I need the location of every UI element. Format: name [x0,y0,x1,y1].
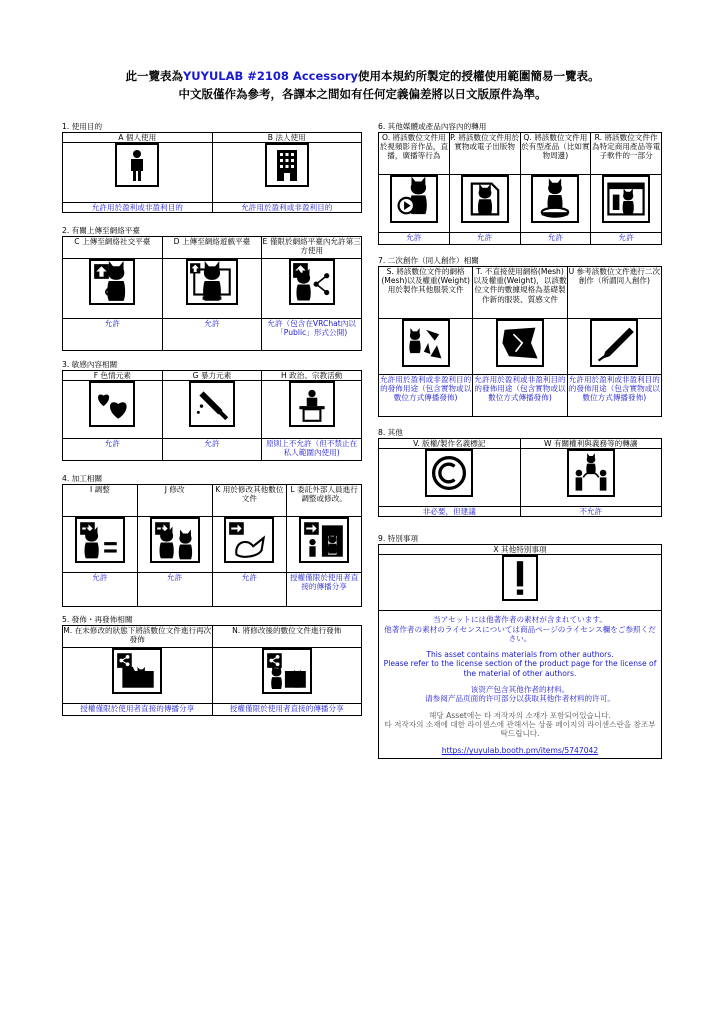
col-head-w: W 有關權利與義務等的轉讓 [520,439,662,449]
section-label: 6. 其他媒體或產品內容內的轉用 [378,122,487,131]
page-subtitle: 中文版僅作為參考，各譯本之間如有任何定義偏差將以日文版原件為準。 [178,87,547,101]
value-j: 允許 [137,573,212,607]
section-label: 3. 敏感內容相關 [62,360,118,369]
col-head-b: B 法人使用 [212,133,362,143]
col-head-f: F 色情元素 [63,371,163,381]
col-head-e: E 僅限於網絡平臺內允許第三方使用 [262,237,362,259]
software-icon [602,175,650,223]
col-head-q: Q. 將該數位文件用於有型產品（比如實物周邊) [520,133,591,175]
share-cat-icon [289,259,335,305]
col-head-u: U 參考該數位文件進行二次創作（所謂同人創作) [567,267,661,319]
publication-icon [461,175,509,223]
value-a: 允許用於盈利或非盈利目的 [63,203,213,213]
building-icon [265,143,309,187]
value-v: 非必要，但建議 [379,507,521,517]
note-kr-2: 타 저작자의 소재에 대한 라이센스에 관해서는 상품 페이지의 라이센스란을 참조부탁드립니다. [384,719,656,739]
figure-icon [531,175,579,223]
redistribute-icon [112,648,162,694]
value-n: 授權僅限於使用者直接的傳播分享 [212,704,362,716]
section-other [378,428,662,517]
section-derivative [378,256,662,417]
note-en-2: Please refer to the license section of the product page for the license of the material of other authors. [383,659,657,678]
col-head-n: N. 將修改後的數位文件進行發佈 [212,626,362,648]
col-head-x: X 其他特別事項 [379,545,662,555]
exclamation-icon [502,555,538,601]
value-g: 允許 [162,439,262,461]
person-icon [115,143,159,187]
section-label: 7. 二次創作（同人創作）相關 [378,256,479,265]
upload-cat-icon [89,259,135,305]
value-i: 允許 [63,573,138,607]
section-special [378,534,662,759]
col-head-l: L 委託外部人員進行調整或修改。 [287,485,362,517]
note-ja-2: 他著作者の素材のライセンスについては商品ページのライセンス欄をご参照ください。 [384,624,656,643]
col-head-s: S. 將該數位文件的網格(Mesh)以及權重(Weight)用於製作其他服裝文件 [379,267,473,319]
section-label: 8. 其他 [378,428,403,437]
value-t: 允許用於盈利或非盈利目的的發佈用途（包含實物或以數位方式傳播發佈) [473,375,567,417]
game-cat-icon [186,259,238,305]
fabric-icon [496,319,544,367]
knife-icon [189,381,235,427]
section-upload [62,226,362,351]
value-e: 允許（包含在VRChat內以「Public」形式公開) [262,319,362,351]
transfer-icon [567,449,615,497]
section-processing [62,474,362,607]
col-head-r: R. 將該數位文件作為特定商用產品等電子軟件的一部分 [591,133,662,175]
note-en-1: This asset contains materials from other authors. [426,650,614,660]
col-head-v: V. 版權/製作名義標記 [379,439,521,449]
value-k: 允許 [212,573,287,607]
video-icon [390,175,438,223]
modify-icon [150,517,200,563]
value-l: 授權僅限於使用者直接的傳播分享 [287,573,362,607]
section-redistribution [62,615,362,716]
col-head-i: I 調整 [63,485,138,517]
product-link[interactable]: https://yuyulab.booth.pm/items/5747042 [441,746,599,756]
section-label: 9. 特別事項 [378,534,419,543]
modify-other-icon [224,517,274,563]
page-title [0,68,725,84]
title-prefix: 此一覽表為 [125,69,183,83]
section-media-use [378,122,662,245]
col-head-a: A 個人使用 [63,133,213,143]
pen-icon [590,319,638,367]
outsource-icon [299,517,349,563]
col-head-j: J 修改 [137,485,212,517]
section-label: 1. 使用目的 [62,122,103,131]
section-sensitive [62,360,362,461]
podium-icon [289,381,335,427]
col-head-c: C 上傳至網絡社交平臺 [63,237,163,259]
copyright-icon [425,449,473,497]
value-r: 允許 [591,233,662,245]
value-s: 允許用於盈利或非盈利目的的發佈用途（包含實物或以數位方式傳播發佈) [379,375,473,417]
col-head-p: P. 將該數位文件用於實物或電子出版物 [449,133,520,175]
title-suffix: 使用本規約所製定的授權使用範圍簡易一覽表。 [358,69,600,83]
redistribute-modified-icon [262,648,312,694]
note-kr-1: 해당 Asset에는 타 저작자의 소재가 포함되어있습니다. [429,710,611,720]
value-p: 允許 [449,233,520,245]
hearts-icon [89,381,135,427]
adjust-icon [75,517,125,563]
note-zh-1: 该资产包含其他作者的材料。 [470,684,570,694]
value-m: 授權僅限於使用者直接的傳播分享 [63,704,213,716]
col-head-h: H 政治、宗教活動 [262,371,362,381]
value-h: 原則上不允許（但不禁止在私人範圍內使用) [262,439,362,461]
value-u: 允許用於盈利或非盈利目的的發佈用途（包含實物或以數位方式傳播發佈) [567,375,661,417]
section-usage-purpose [62,122,362,213]
value-q: 允許 [520,233,591,245]
value-w: 不允許 [520,507,662,517]
section-label: 5. 發佈・再發佈相關 [62,615,133,624]
value-d: 允許 [162,319,262,351]
value-o: 允許 [379,233,450,245]
col-head-g: G 暴力元素 [162,371,262,381]
col-head-m: M. 在未修改的狀態下將該數位文件進行再次發佈 [63,626,213,648]
product-name: YUYULAB #2108 Accessory [182,69,359,83]
col-head-k: K 用於修改其他數位文件 [212,485,287,517]
section-label: 4. 加工相關 [62,474,103,483]
value-c: 允許 [63,319,163,351]
value-f: 允許 [63,439,163,461]
value-b: 允許用於盈利或非盈利目的 [212,203,362,213]
col-head-d: D 上傳至網絡遊戲平臺 [162,237,262,259]
note-zh-2: 请参阅产品页面的许可部分以获取其他作者材料的许可。 [425,694,615,704]
note-ja-1: 当アセットには他著作者の素材が含まれています。 [433,615,607,625]
col-head-t: T. 不直接使用網格(Mesh)以及權重(Weight)，以該數位文件的數據規格為基礎製作新的服裝、質感文件 [473,267,567,319]
section-label: 2. 有關上傳至網絡平臺 [62,226,141,235]
col-head-o: O. 將該數位文件用於視頻影音作品，直播，廣播等行為 [379,133,450,175]
recycle-cat-icon [402,319,450,367]
